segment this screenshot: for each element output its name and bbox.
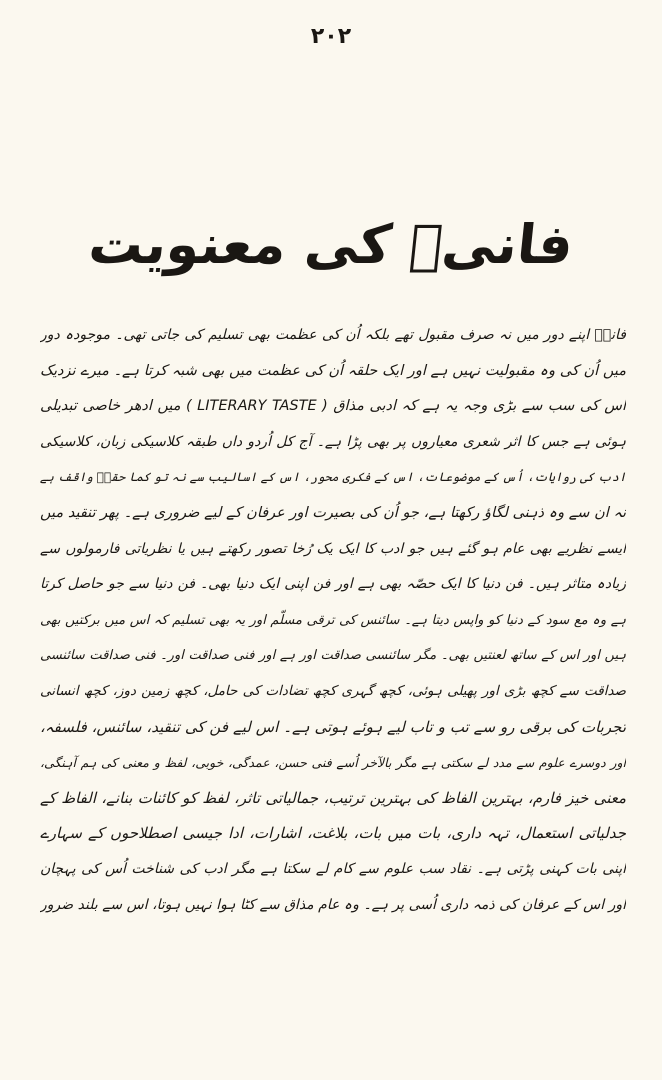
text-line: ہے وہ مع سود کے دنیا کو واپس دیتا ہے۔ سائنس کی ترقی مسلّم اور یہ بھی تسلیم کہ اس میں برکتیں بھی bbox=[40, 612, 626, 628]
text-line: اپنی بات کہنی پڑتی ہے۔ نقاد سب علوم سے کام لے سکتا ہے مگر ادب کی شناخت اُس کی پہچان bbox=[40, 860, 626, 877]
chapter-title: فانیؔ کی معنویت bbox=[85, 213, 577, 276]
text-line: اس کی سب سے بڑی وجہ یہ ہے کہ ادبی مذاق ( LITERARY TASTE ) میں ادھر خاصی تبدیلی bbox=[40, 398, 626, 415]
text-line: معنی خیز فارم، بہترین الفاظ کی بہترین ترتیب، جمالیاتی تاثر، لفظ کو کائنات بنانے، الفاظ کے bbox=[40, 788, 626, 807]
text-line: ایسے نظریے بھی عام ہو گئے ہیں جو ادب کا ایک یک رُخا تصور رکھتے ہیں یا نظریاتی فارمولوں سے bbox=[40, 540, 626, 557]
text-line: صداقت سے کچھ بڑی اور پھیلی ہوئی، کچھ گہری کچھ تضادات کی حامل، کچھ زمین دوز، کچھ انسانی bbox=[40, 682, 626, 699]
text-line: اور اس کے عرفان کی ذمہ داری اُسی پر ہے۔ وہ عام مذاق سے کٹا ہوا نہیں ہوتا، اس سے بلند ضرور bbox=[40, 896, 626, 913]
text-line: ہوئی ہے جس کا اثر شعری معیاروں پر بھی پڑا ہے۔ آج کل اُردو داں طبقہ کلاسیکی زبان، کلاسیکی bbox=[40, 433, 626, 450]
text-line: زیادہ متاثر ہیں۔ فن دنیا کا ایک حصّہ بھی ہے اور فن اپنی ایک دنیا بھی۔ فن دنیا سے جو حاصل کرتا bbox=[40, 576, 626, 593]
body-text bbox=[40, 318, 626, 923]
text-line: جدلیاتی استعمال، تہہ داری، بات میں بات، بلاغت، اشارات، ادا جیسی اصطلاحوں کے سہارے bbox=[40, 824, 626, 843]
text-line: نہ ان سے وہ ذہنی لگاؤ رکھتا ہے، جو اُن کی بصیرت اور عرفان کے لیے ضروری ہے۔ پھر تنقید میں bbox=[40, 504, 626, 521]
text-line: تجربات کی برقی رو سے تب و تاب لیے ہوئے ہوتی ہے۔ اس لیے فن کی تنقید، سائنس، فلسفہ، bbox=[40, 717, 626, 736]
text-line: میں اُن کی وہ مقبولیت نہیں ہے اور ایک حلقہ اُن کی عظمت میں بھی شبہ کرتا ہے۔ میرے نزدیک bbox=[40, 362, 626, 379]
text-line: ہیں اور اس کے ساتھ لعنتیں بھی۔ مگر سائنسی صداقت اور ہے اور فنی صداقت اور۔ فنی صداقت سائنسی bbox=[40, 648, 626, 664]
text-line: ادب کی روایات، اُس کے موضوعات، اس کے فکری محور، اس کے اسالیب سے نہ تو کما حقہٗ واقف ہے bbox=[40, 470, 626, 485]
text-line: اور دوسرے علوم سے مدد لے سکتی ہے مگر بالآخر اُسے فنی حسن، عمدگی، خوبی، لفظ و معنی کی ہم آہنگی، bbox=[40, 755, 626, 771]
text-line: فانیؔ اپنے دور میں نہ صرف مقبول تھے بلکہ اُن کی عظمت بھی تسلیم کی جاتی تھی۔ موجودہ دور bbox=[40, 327, 626, 343]
page-number: ۲۰۲ bbox=[310, 24, 352, 49]
